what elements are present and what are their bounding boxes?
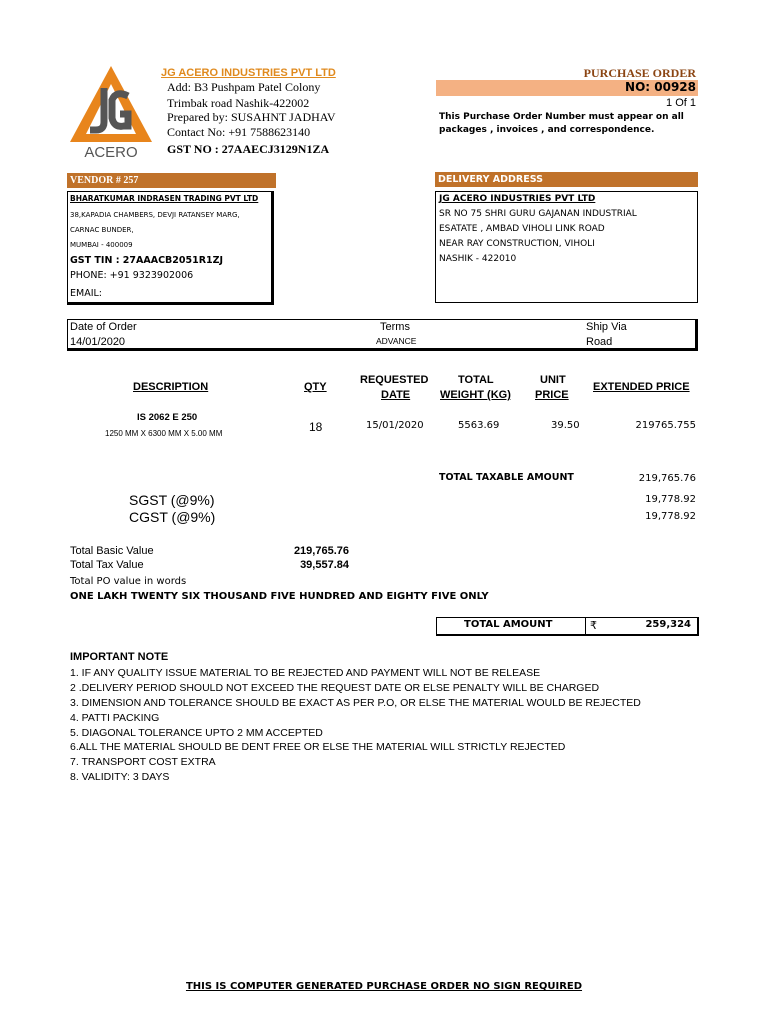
vendor-address-3: MUMBAI - 400009 <box>70 241 133 249</box>
delivery-address-4: NASHIK - 422010 <box>439 254 517 264</box>
col-header-total: TOTAL <box>458 374 494 386</box>
acero-logo-mark <box>66 64 156 160</box>
delivery-header-bar <box>435 172 698 187</box>
po-page: 1 Of 1 <box>666 97 696 109</box>
item-requested-date: 15/01/2020 <box>366 420 424 431</box>
note-item: 1. IF ANY QUALITY ISSUE MATERIAL TO BE REJECTED AND PAYMENT WILL NOT BE RELEASE <box>70 667 541 679</box>
delivery-address-2: ESATATE , AMBAD VIHOLI LINK ROAD <box>439 224 605 234</box>
currency-symbol: ₹ <box>590 620 597 632</box>
cgst-label: CGST (@9%) <box>129 509 216 525</box>
total-tax-value: 39,557.84 <box>300 559 349 571</box>
note-item: 7. TRANSPORT COST EXTRA <box>70 756 216 768</box>
delivery-address-3: NEAR RAY CONSTRUCTION, VIHOLI <box>439 239 595 249</box>
po-notice-line-2: packages , invoices , and correspondence. <box>439 125 655 135</box>
terms-label: Terms <box>380 321 410 333</box>
delivery-header: DELIVERY ADDRESS <box>438 174 543 185</box>
po-value-words-label: Total PO value in words <box>70 576 187 587</box>
company-address-2: Trimbak road Nashik-422002 <box>167 96 310 110</box>
po-notice-line-1: This Purchase Order Number must appear on all <box>439 112 684 122</box>
total-amount-label: TOTAL AMOUNT <box>464 619 553 630</box>
vendor-name: BHARATKUMAR INDRASEN TRADING PVT LTD <box>70 194 259 203</box>
company-address-1: Add: B3 Pushpam Patel Colony <box>167 80 321 94</box>
company-gst: GST NO : 27AAECJ3129N1ZA <box>167 142 330 156</box>
total-basic-value: 219,765.76 <box>293 545 349 557</box>
col-header-price: PRICE <box>535 389 569 401</box>
logo-word: ACERO <box>84 144 138 160</box>
note-item: 6.ALL THE MATERIAL SHOULD BE DENT FREE OR ELSE THE MATERIAL WILL STRICTLY REJECTED <box>70 741 566 753</box>
date-of-order-label: Date of Order <box>70 321 137 333</box>
note-item: 5. DIAGONAL TOLERANCE UPTO 2 MM ACCEPTED <box>70 727 323 739</box>
item-extended-price: 219765.755 <box>635 420 696 431</box>
ship-via-label: Ship Via <box>586 321 627 333</box>
vendor-email: EMAIL: <box>70 288 102 299</box>
item-weight: 5563.69 <box>458 420 500 431</box>
order-info-box <box>67 319 698 351</box>
vendor-gst: GST TIN : 27AAACB2051R1ZJ <box>70 255 224 266</box>
contact-number: Contact No: +91 7588623140 <box>167 125 311 139</box>
note-item: 4. PATTI PACKING <box>70 712 160 724</box>
po-number: NO: 00928 <box>625 80 696 94</box>
ship-via-value: Road <box>586 336 613 348</box>
po-value-words: ONE LAKH TWENTY SIX THOUSAND FIVE HUNDRED AND EIGHTY FIVE ONLY <box>70 591 489 602</box>
col-header-extended-price: EXTENDED PRICE <box>593 381 690 393</box>
delivery-box <box>435 191 698 303</box>
col-header-weight: WEIGHT (KG) <box>440 389 511 401</box>
item-qty: 18 <box>309 420 323 434</box>
vendor-header-bar <box>67 173 276 188</box>
sgst-value: 19,778.92 <box>645 494 696 505</box>
total-amount-divider <box>585 618 586 634</box>
company-name: JG ACERO INDUSTRIES PVT LTD <box>161 67 336 79</box>
col-header-qty: QTY <box>304 381 327 393</box>
delivery-name: JG ACERO INDUSTRIES PVT LTD <box>439 194 596 204</box>
item-size: 1250 MM X 6300 MM X 5.00 MM <box>105 429 223 438</box>
col-header-description: DESCRIPTION <box>133 381 209 393</box>
total-amount-value: 259,324 <box>645 619 691 630</box>
col-header-date: DATE <box>381 389 411 401</box>
note-item: 3. DIMENSION AND TOLERANCE SHOULD BE EXACT AS PER P.O, OR ELSE THE MATERIAL WOULD BE REJECTED <box>70 697 641 709</box>
vendor-header: VENDOR # 257 <box>70 175 139 186</box>
po-heading: PURCHASE ORDER <box>583 66 696 80</box>
vendor-box <box>67 191 274 305</box>
item-description: IS 2062 E 250 <box>137 412 198 423</box>
company-logo <box>66 64 156 160</box>
prepared-by: Prepared by: SUSAHNT JADHAV <box>167 110 336 124</box>
item-unit-price: 39.50 <box>551 420 580 431</box>
vendor-address-1: 38,KAPADIA CHAMBERS, DEVJI RATANSEY MARG, <box>70 211 240 219</box>
terms-value: ADVANCE <box>376 336 417 346</box>
vendor-phone: PHONE: +91 9323902006 <box>70 270 194 281</box>
note-item: 8. VALIDITY: 3 DAYS <box>70 771 170 783</box>
total-tax-label: Total Tax Value <box>70 559 144 571</box>
sgst-label: SGST (@9%) <box>129 492 215 508</box>
vendor-address-2: CARNAC BUNDER, <box>70 226 134 234</box>
cgst-value: 19,778.92 <box>645 511 696 522</box>
total-basic-label: Total Basic Value <box>70 545 154 557</box>
delivery-address-1: SR NO 75 SHRI GURU GAJANAN INDUSTRIAL <box>439 209 637 219</box>
date-of-order-value: 14/01/2020 <box>70 336 126 348</box>
col-header-unit: UNIT <box>540 374 566 386</box>
col-header-requested: REQUESTED <box>360 374 429 386</box>
total-amount-box <box>436 617 699 636</box>
note-item: 2 .DELIVERY PERIOD SHOULD NOT EXCEED THE REQUEST DATE OR ELSE PENALTY WILL BE CHARGED <box>70 682 600 694</box>
footer-note: THIS IS COMPUTER GENERATED PURCHASE ORDER NO SIGN REQUIRED <box>185 981 583 992</box>
taxable-amount-value: 219,765.76 <box>638 473 696 484</box>
important-note-title: IMPORTANT NOTE <box>70 651 169 663</box>
taxable-amount-label: TOTAL TAXABLE AMOUNT <box>439 472 574 483</box>
